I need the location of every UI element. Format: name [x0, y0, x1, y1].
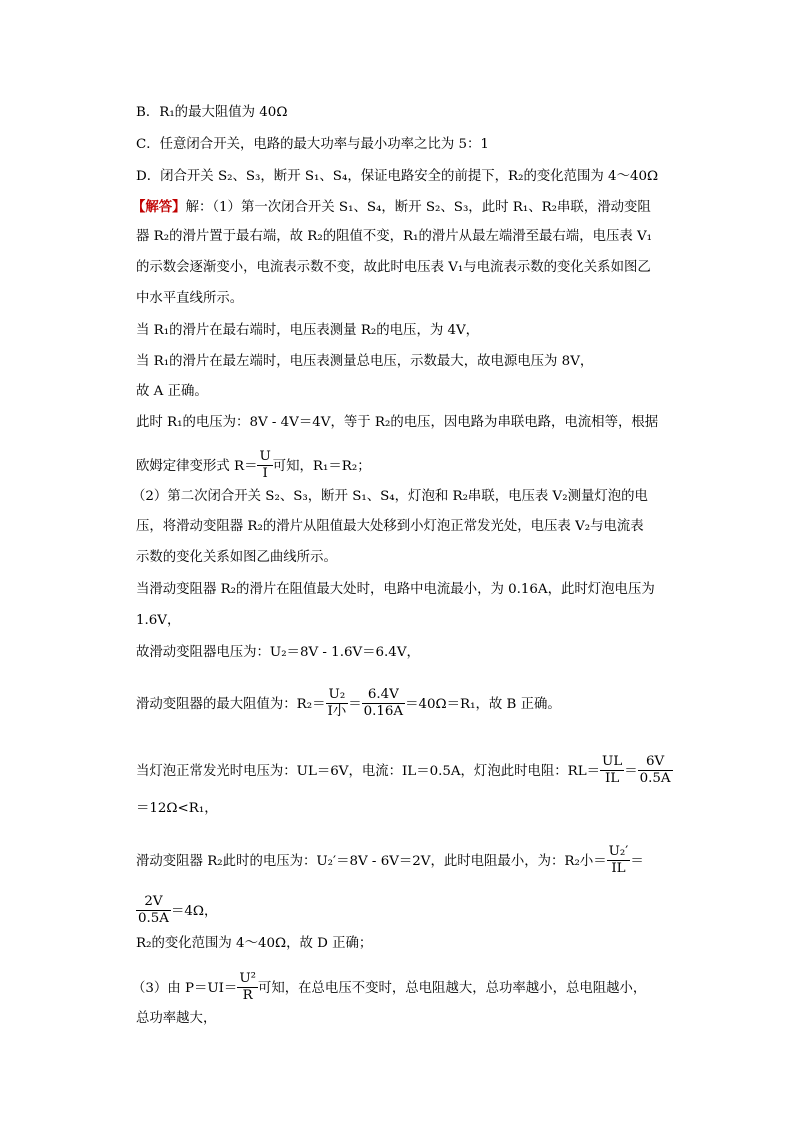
option-b: B．R₁的最大阻值为 40Ω	[136, 105, 288, 120]
power-formula-fraction: $\frac{\text{U²}}{R}$	[239, 971, 256, 1003]
solution-line-15: 故滑动变阻器电压为：U₂＝8V - 1.6V＝6.4V，	[136, 645, 420, 660]
solution-line-4: 中水平直线所示。	[136, 291, 244, 306]
solution-line-23: 总功率越大，	[136, 1011, 217, 1026]
solution-line-11: 压，将滑动变阻器 R₂的滑片从阻值最大处移到小灯泡正常发光处，电压表 V₂与电流表	[136, 519, 644, 534]
solution-line-22: （3）由 P＝UI＝ $\frac{\text{U²}}{R}$ 可知，在总电压不变时，总电阻越大，总功率越小，总电阻越小，	[132, 971, 647, 1003]
solution-line-17: 当灯泡正常发光时电压为：UL＝6V，电流：IL＝0.5A，灯泡此时电阻：RL＝ $\frac{UL}{IL}$ ＝ $\frac{6V}{0.5A}$	[136, 754, 671, 786]
solution-line-1: 【解答】解：（1）第一次闭合开关 S₁、S₄，断开 S₂、S₃，此时 R₁、R₂串联，滑动变阻	[132, 199, 651, 215]
solution-line-5: 当 R₁的滑片在最右端时，电压表测量 R₂的电压，为 4V，	[136, 323, 480, 338]
solution-line-18: ＝12Ω<R₁，	[136, 801, 218, 816]
solution-tag: 【解答】	[132, 199, 186, 215]
option-c: C．任意闭合开关，电路的最大功率与最小功率之比为 5：1	[136, 137, 489, 152]
solution-line-10: （2）第二次闭合开关 S₂、S₃，断开 S₁、S₄，灯泡和 R₂串联，电压表 V₂测量灯泡的电	[132, 489, 648, 504]
rl-value-fraction: $\frac{6V}{0.5A}$	[639, 754, 671, 786]
u2-over-i-fraction: $\frac{\text{U₂}}{\text{I小}}$	[327, 687, 347, 719]
solution-line-16: 滑动变阻器的最大阻值为：R₂＝ $\frac{\text{U₂}}{\text{I小}}$ ＝ $\frac{6.4V}{0.16A}$ ＝40Ω＝R₁，故 B 正确。	[136, 687, 561, 719]
solution-line-20: $\frac{2V}{0.5A}$ ＝4Ω，	[138, 894, 218, 926]
r2min-value-fraction: $\frac{2V}{0.5A}$	[138, 894, 169, 926]
option-d: D．闭合开关 S₂、S₃，断开 S₁、S₄，保证电路安全的前提下，R₂的变化范围为 4～40Ω	[136, 169, 659, 184]
solution-line-9: 欧姆定律变形式 R＝ $\frac{U}{I}$ 可知，R₁＝R₂；	[136, 449, 371, 481]
ohm-law-fraction: $\frac{U}{I}$	[259, 449, 271, 481]
solution-line-6: 当 R₁的滑片在最左端时，电压表测量总电压，示数最大，故电源电压为 8V，	[136, 354, 594, 369]
solution-line-13: 当滑动变阻器 R₂的滑片在阻值最大处时，电路中电流最小，为 0.16A，此时灯泡电压为	[136, 582, 655, 597]
solution-line-21: R₂的变化范围为 4～40Ω，故 D 正确；	[136, 936, 373, 951]
solution-line-2: 器 R₂的滑片置于最右端，故 R₂的阻值不变，R₁的滑片从最左端滑至最右端，电压表 V₁	[136, 229, 653, 244]
solution-line-19: 滑动变阻器 R₂此时的电压为：U₂′＝8V - 6V＝2V，此时电阻最小，为：R₂小＝ $\frac{\text{U₂′}}{IL}$ ＝	[136, 844, 644, 876]
solution-line-12: 示数的变化关系如图乙曲线所示。	[136, 550, 337, 565]
solution-line-7: 故 A 正确。	[136, 384, 208, 399]
solution-line-14: 1.6V，	[136, 613, 181, 628]
ul-over-il-fraction: $\frac{UL}{IL}$	[602, 754, 623, 786]
u2prime-over-il-fraction: $\frac{\text{U₂′}}{IL}$	[608, 844, 629, 876]
r2-value-fraction: $\frac{6.4V}{0.16A}$	[363, 687, 404, 719]
solution-line-8: 此时 R₁的电压为：8V - 4V＝4V，等于 R₂的电压，因电路为串联电路，电流相等，根据	[136, 415, 659, 430]
solution-line-3: 的示数会逐渐变小，电流表示数不变，故此时电压表 V₁与电流表示数的变化关系如图乙	[136, 260, 651, 275]
